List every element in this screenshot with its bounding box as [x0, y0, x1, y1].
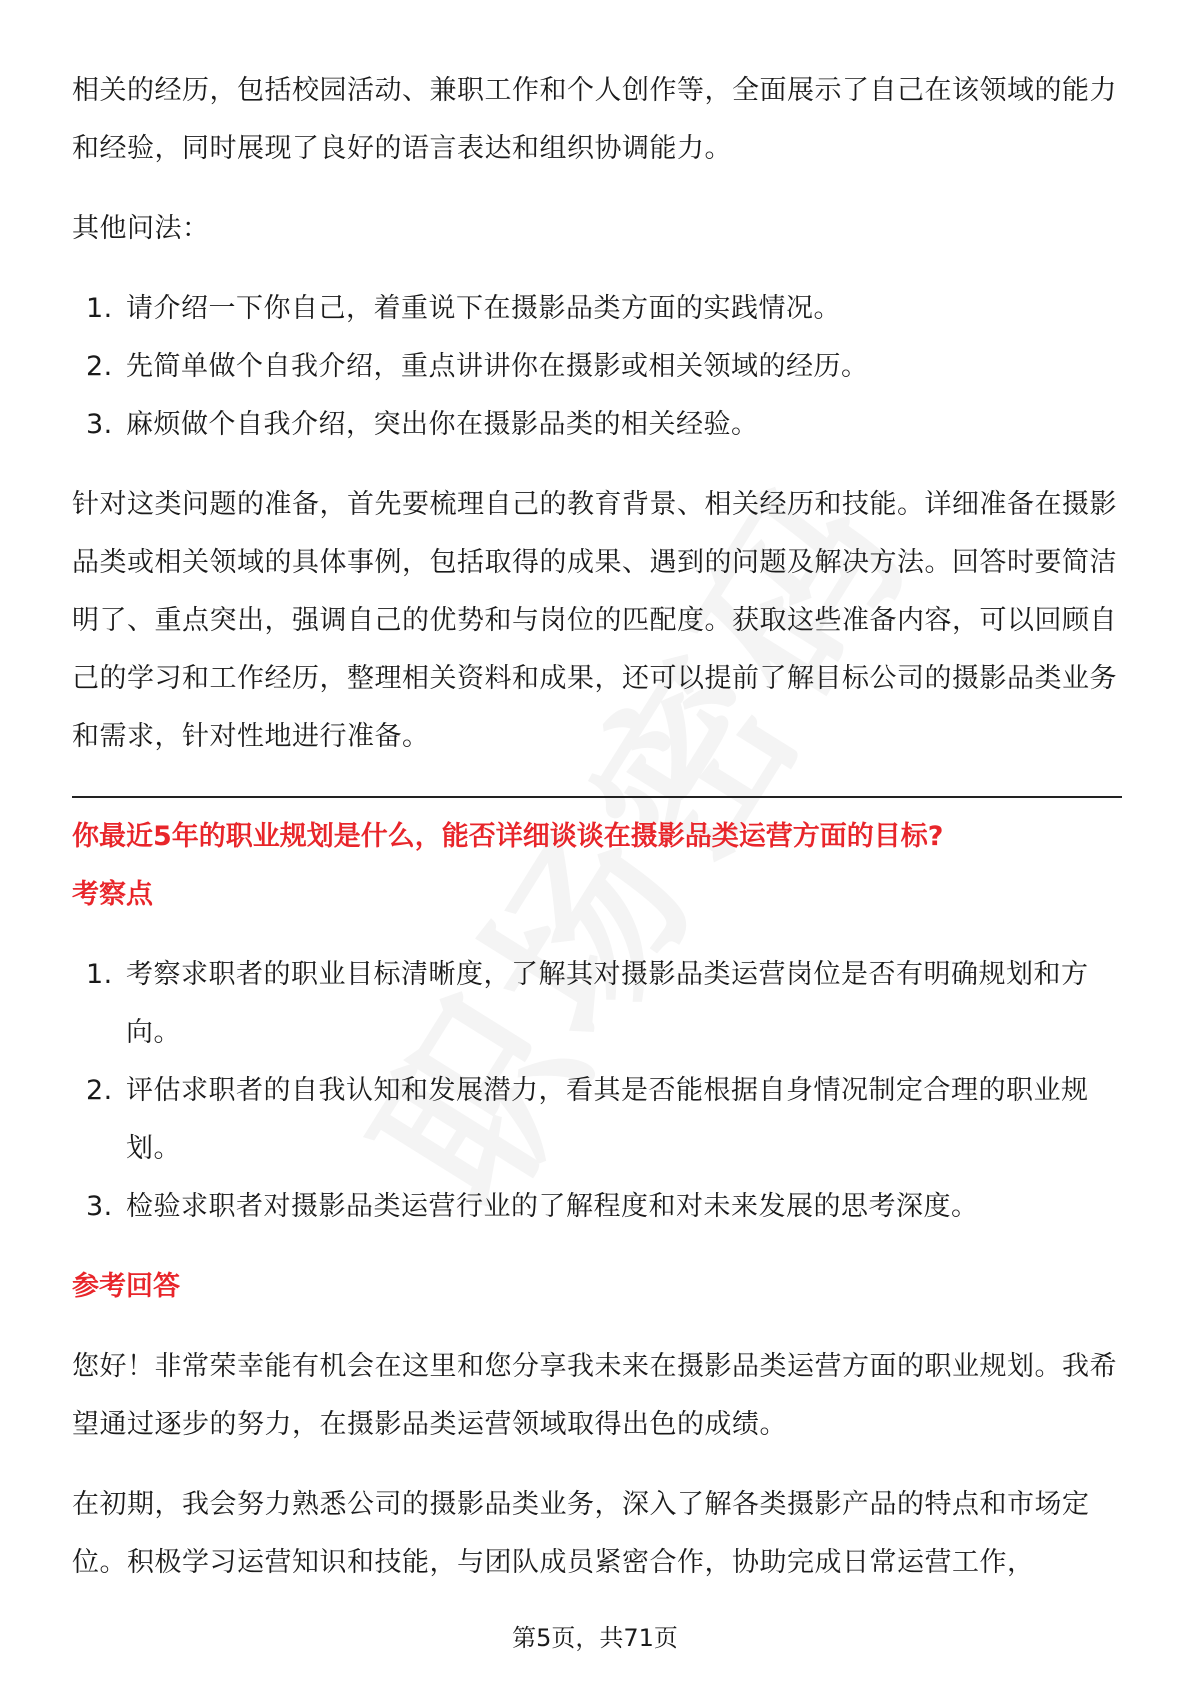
- list-text: 先简单做个自我介绍，重点讲讲你在摄影或相关领域的经历。: [126, 351, 869, 382]
- list-text: 检验求职者对摄影品类运营行业的了解程度和对未来发展的思考深度。: [126, 1191, 979, 1222]
- other-ways-label: 其他问法：: [72, 213, 210, 244]
- list-number: 1.: [86, 959, 113, 990]
- list-number: 3.: [86, 409, 113, 440]
- list-text: 请介绍一下你自己，着重说下在摄影品类方面的实践情况。: [126, 293, 841, 324]
- list-item: [72, 946, 1122, 1062]
- focus-label: 考察点: [72, 879, 153, 910]
- answer-label: 参考回答: [72, 1271, 180, 1302]
- list-item: [72, 280, 1122, 338]
- list-item: [72, 396, 1122, 454]
- preparation-paragraph: 针对这类问题的准备，首先要梳理自己的教育背景、相关经历和技能。详细准备在摄影品类或相关领域的具体事例，包括取得的成果、遇到的问题及解决方法。回答时要简洁明了、重点突出，强调自己的优势和与岗位的匹配度。获取这些准备内容，可以回顾自己的学习和工作经历，整理相关资料和成果，还可以提前了解目标公司的摄影品类业务和需求，针对性地进行准备。: [72, 489, 1117, 752]
- answer-paragraph: 在初期，我会努力熟悉公司的摄影品类业务，深入了解各类摄影产品的特点和市场定位。积极学习运营知识和技能，与团队成员紧密合作，协助完成日常运营工作，: [72, 1489, 1090, 1578]
- intro-paragraph: 相关的经历，包括校园活动、兼职工作和个人创作等，全面展示了自己在该领域的能力和经验，同时展现了良好的语言表达和组织协调能力。: [72, 75, 1117, 164]
- other-ways-list: [72, 280, 1122, 454]
- list-text: 评估求职者的自我认知和发展潜力，看其是否能根据自身情况制定合理的职业规划。: [126, 1075, 1089, 1164]
- list-text: 考察求职者的职业目标清晰度，了解其对摄影品类运营岗位是否有明确规划和方向。: [126, 959, 1089, 1048]
- list-item: [72, 338, 1122, 396]
- focus-points-list: [72, 946, 1122, 1236]
- list-item: [72, 1178, 1122, 1236]
- answer-paragraph: 您好！非常荣幸能有机会在这里和您分享我未来在摄影品类运营方面的职业规划。我希望通过逐步的努力，在摄影品类运营领域取得出色的成绩。: [72, 1351, 1117, 1440]
- list-number: 2.: [86, 351, 113, 382]
- question-title: 你最近5年的职业规划是什么，能否详细谈谈在摄影品类运营方面的目标?: [72, 821, 944, 852]
- list-number: 3.: [86, 1191, 113, 1222]
- page-footer: 第5页，共71页: [512, 1624, 678, 1652]
- list-text: 麻烦做个自我介绍，突出你在摄影品类的相关经验。: [126, 409, 759, 440]
- list-number: 2.: [86, 1075, 113, 1106]
- section-divider: [72, 796, 1122, 798]
- document-page: [72, 62, 1122, 1592]
- list-item: [72, 1062, 1122, 1178]
- list-number: 1.: [86, 293, 113, 324]
